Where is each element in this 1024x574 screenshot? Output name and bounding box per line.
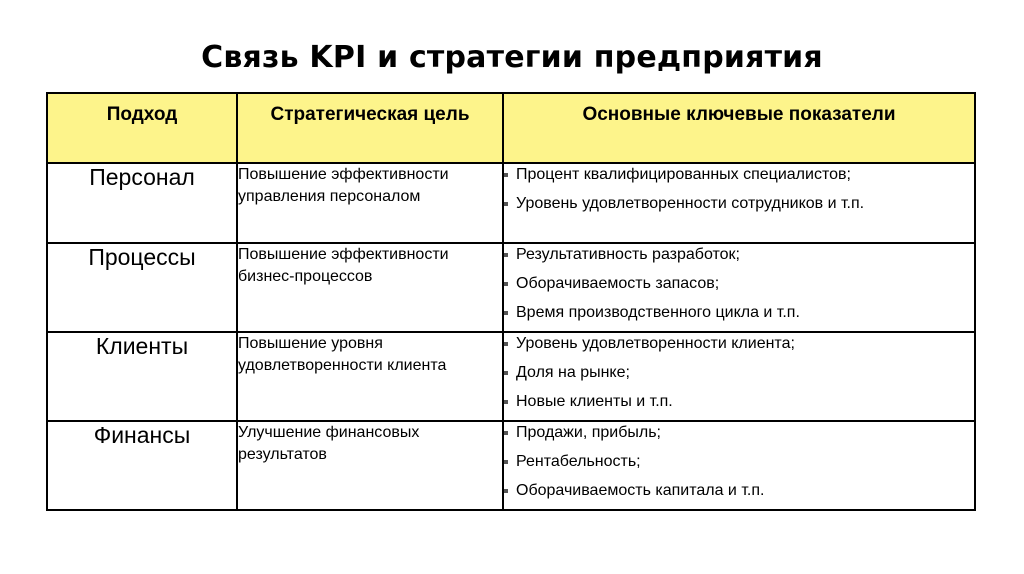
goal-cell: Повышение эффективности управления персоналом (237, 163, 503, 243)
kpi-strategy-table (46, 92, 976, 511)
kpis-cell (503, 332, 975, 421)
goal-cell: Повышение уровня удовлетворенности клиента (237, 332, 503, 421)
kpi-item: Доля на рынке; (504, 362, 974, 384)
header-key-indicators: Основные ключевые показатели (503, 93, 975, 163)
table-row (47, 243, 975, 332)
table-row (47, 163, 975, 243)
approach-cell: Клиенты (47, 332, 237, 421)
approach-cell: Финансы (47, 421, 237, 510)
kpi-item: Уровень удовлетворенности сотрудников и т.п. (504, 193, 974, 215)
table-header-row (47, 93, 975, 163)
kpi-list (504, 422, 974, 502)
kpis-cell (503, 163, 975, 243)
table-row (47, 332, 975, 421)
kpi-item: Результативность разработок; (504, 244, 974, 266)
kpi-item: Рентабельность; (504, 451, 974, 473)
goal-cell: Улучшение финансовых результатов (237, 421, 503, 510)
header-approach: Подход (47, 93, 237, 163)
header-strategic-goal: Стратегическая цель (237, 93, 503, 163)
slide-title: Связь KPI и стратегии предприятия (201, 40, 823, 75)
kpi-item: Оборачиваемость запасов; (504, 273, 974, 295)
approach-cell: Процессы (47, 243, 237, 332)
kpi-item: Новые клиенты и т.п. (504, 391, 974, 413)
kpi-item: Продажи, прибыль; (504, 422, 974, 444)
approach-cell: Персонал (47, 163, 237, 243)
kpis-cell (503, 243, 975, 332)
kpi-item: Время производственного цикла и т.п. (504, 302, 974, 324)
goal-cell: Повышение эффективности бизнес-процессов (237, 243, 503, 332)
kpi-list (504, 244, 974, 324)
kpi-item: Процент квалифицированных специалистов; (504, 164, 974, 186)
kpi-list (504, 164, 974, 215)
kpi-list (504, 333, 974, 413)
kpi-item: Уровень удовлетворенности клиента; (504, 333, 974, 355)
kpis-cell (503, 421, 975, 510)
kpi-item: Оборачиваемость капитала и т.п. (504, 480, 974, 502)
table-row (47, 421, 975, 510)
